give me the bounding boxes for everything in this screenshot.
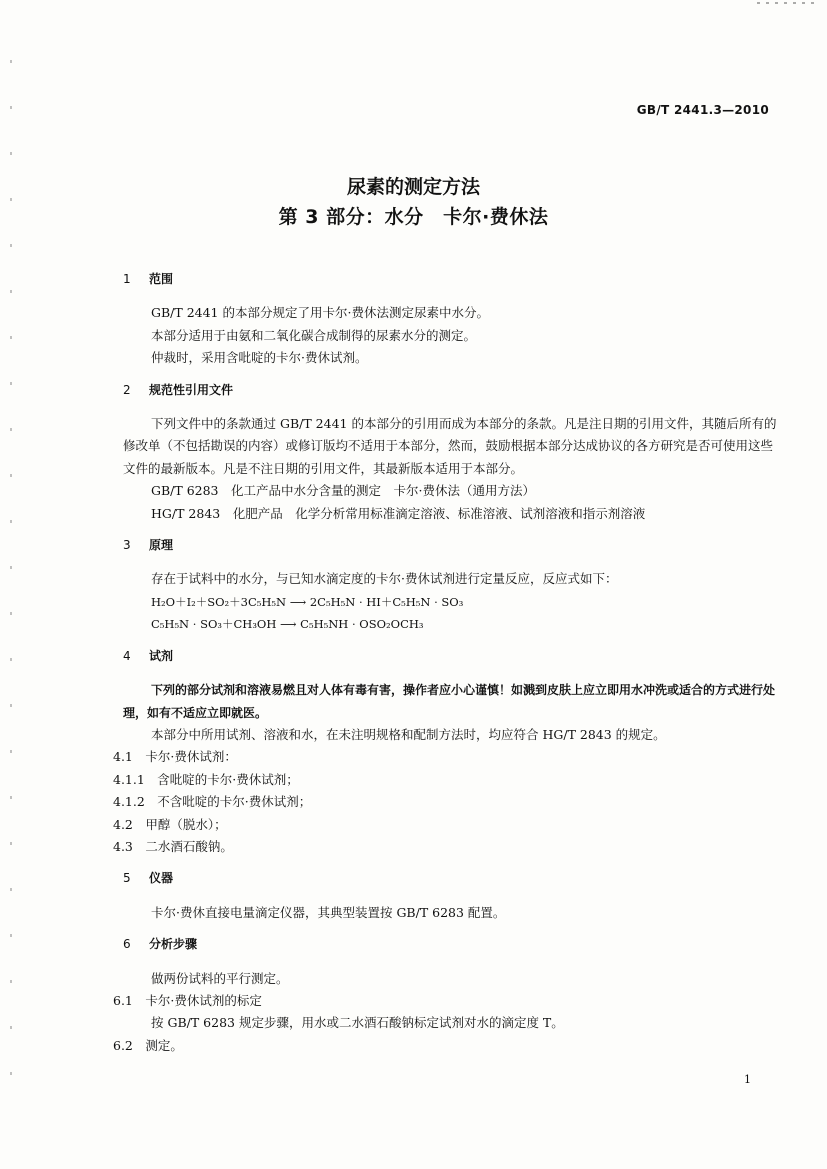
- reaction-formula: H₂O＋I₂＋SO₂＋3C₅H₅N ⟶ 2C₅H₅N · HI＋C₅H₅N · SO₃: [151, 594, 464, 609]
- paragraph: 本部分中所用试剂、溶液和水，在未注明规格和配制方法时，均应符合 HG/T 2843 的规定。: [151, 726, 666, 742]
- paragraph: GB/T 2441 的本部分规定了用卡尔·费休法测定尿素中水分。: [151, 305, 489, 321]
- reference-item: GB/T 6283 化工产品中水分含量的测定 卡尔·费休法（通用方法）: [151, 483, 535, 499]
- scan-top-marks: [757, 2, 817, 4]
- standard-number: GB/T 2441.3—2010: [636, 103, 769, 117]
- section-heading-2: 2 规范性引用文件: [123, 382, 234, 397]
- section-heading-6: 6 分析步骤: [123, 937, 198, 952]
- section-heading-4: 4 试剂: [123, 648, 174, 663]
- reagent-item: 4.2 甲醇（脱水）；: [113, 816, 227, 832]
- section-heading-1: 1 范围: [123, 272, 174, 286]
- reagent-item: 4.1.1 含吡啶的卡尔·费休试剂；: [113, 771, 299, 787]
- page-number: 1: [744, 1073, 751, 1086]
- procedure-item: 6.1 卡尔·费休试剂的标定: [113, 992, 262, 1008]
- reference-item: HG/T 2843 化肥产品 化学分析常用标准滴定溶液、标准溶液、试剂溶液和指示剂溶液: [151, 505, 646, 521]
- document-subtitle: 第 3 部分：水分 卡尔·费休法: [278, 206, 549, 228]
- reagent-item: 4.1.2 不含吡啶的卡尔·费休试剂；: [113, 794, 312, 810]
- reagent-item: 4.3 二水酒石酸钠。: [113, 838, 233, 854]
- paragraph: 本部分适用于由氨和二氧化碳合成制得的尿素水分的测定。: [151, 327, 477, 343]
- paragraph: 做两份试料的平行测定。: [151, 970, 289, 986]
- procedure-item: 6.2 测定。: [113, 1037, 183, 1053]
- section-heading-3: 3 原理: [123, 538, 174, 553]
- paragraph: 下列文件中的条款通过 GB/T 2441 的本部分的引用而成为本部分的条款。凡是注日期的引用文件，其随后所有的修改单（不包括勘误的内容）或修订版均不适用于本部分，然而，鼓励根据本部分达成协议的各方研究是否可使用这些文件的最新版本。凡是不注日期的引用文件，其最新版本适用于本部分。: [123, 416, 777, 476]
- paragraph: 卡尔·费休直接电量滴定仪器，其典型装置按 GB/T 6283 配置。: [151, 904, 506, 920]
- document-title: 尿素的测定方法: [346, 176, 480, 198]
- reagent-item: 4.1 卡尔·费休试剂：: [113, 749, 237, 765]
- safety-warning: 下列的部分试剂和溶液易燃且对人体有毒有害，操作者应小心谨慎！如溅到皮肤上应立即用水冲洗或适合的方式进行处理，如有不适应立即就医。: [123, 683, 776, 720]
- document-body: [113, 268, 778, 1057]
- paragraph: 存在于试料中的水分，与已知水滴定度的卡尔·费休试剂进行定量反应，反应式如下：: [151, 571, 618, 587]
- paragraph: 仲裁时，采用含吡啶的卡尔·费休试剂。: [151, 350, 368, 366]
- section-heading-5: 5 仪器: [123, 871, 174, 886]
- paragraph: 按 GB/T 6283 规定步骤，用水或二水酒石酸钠标定试剂对水的滴定度 T。: [151, 1015, 564, 1031]
- reaction-formula: C₅H₅N · SO₃＋CH₃OH ⟶ C₅H₅NH · OSO₂OCH₃: [151, 617, 424, 632]
